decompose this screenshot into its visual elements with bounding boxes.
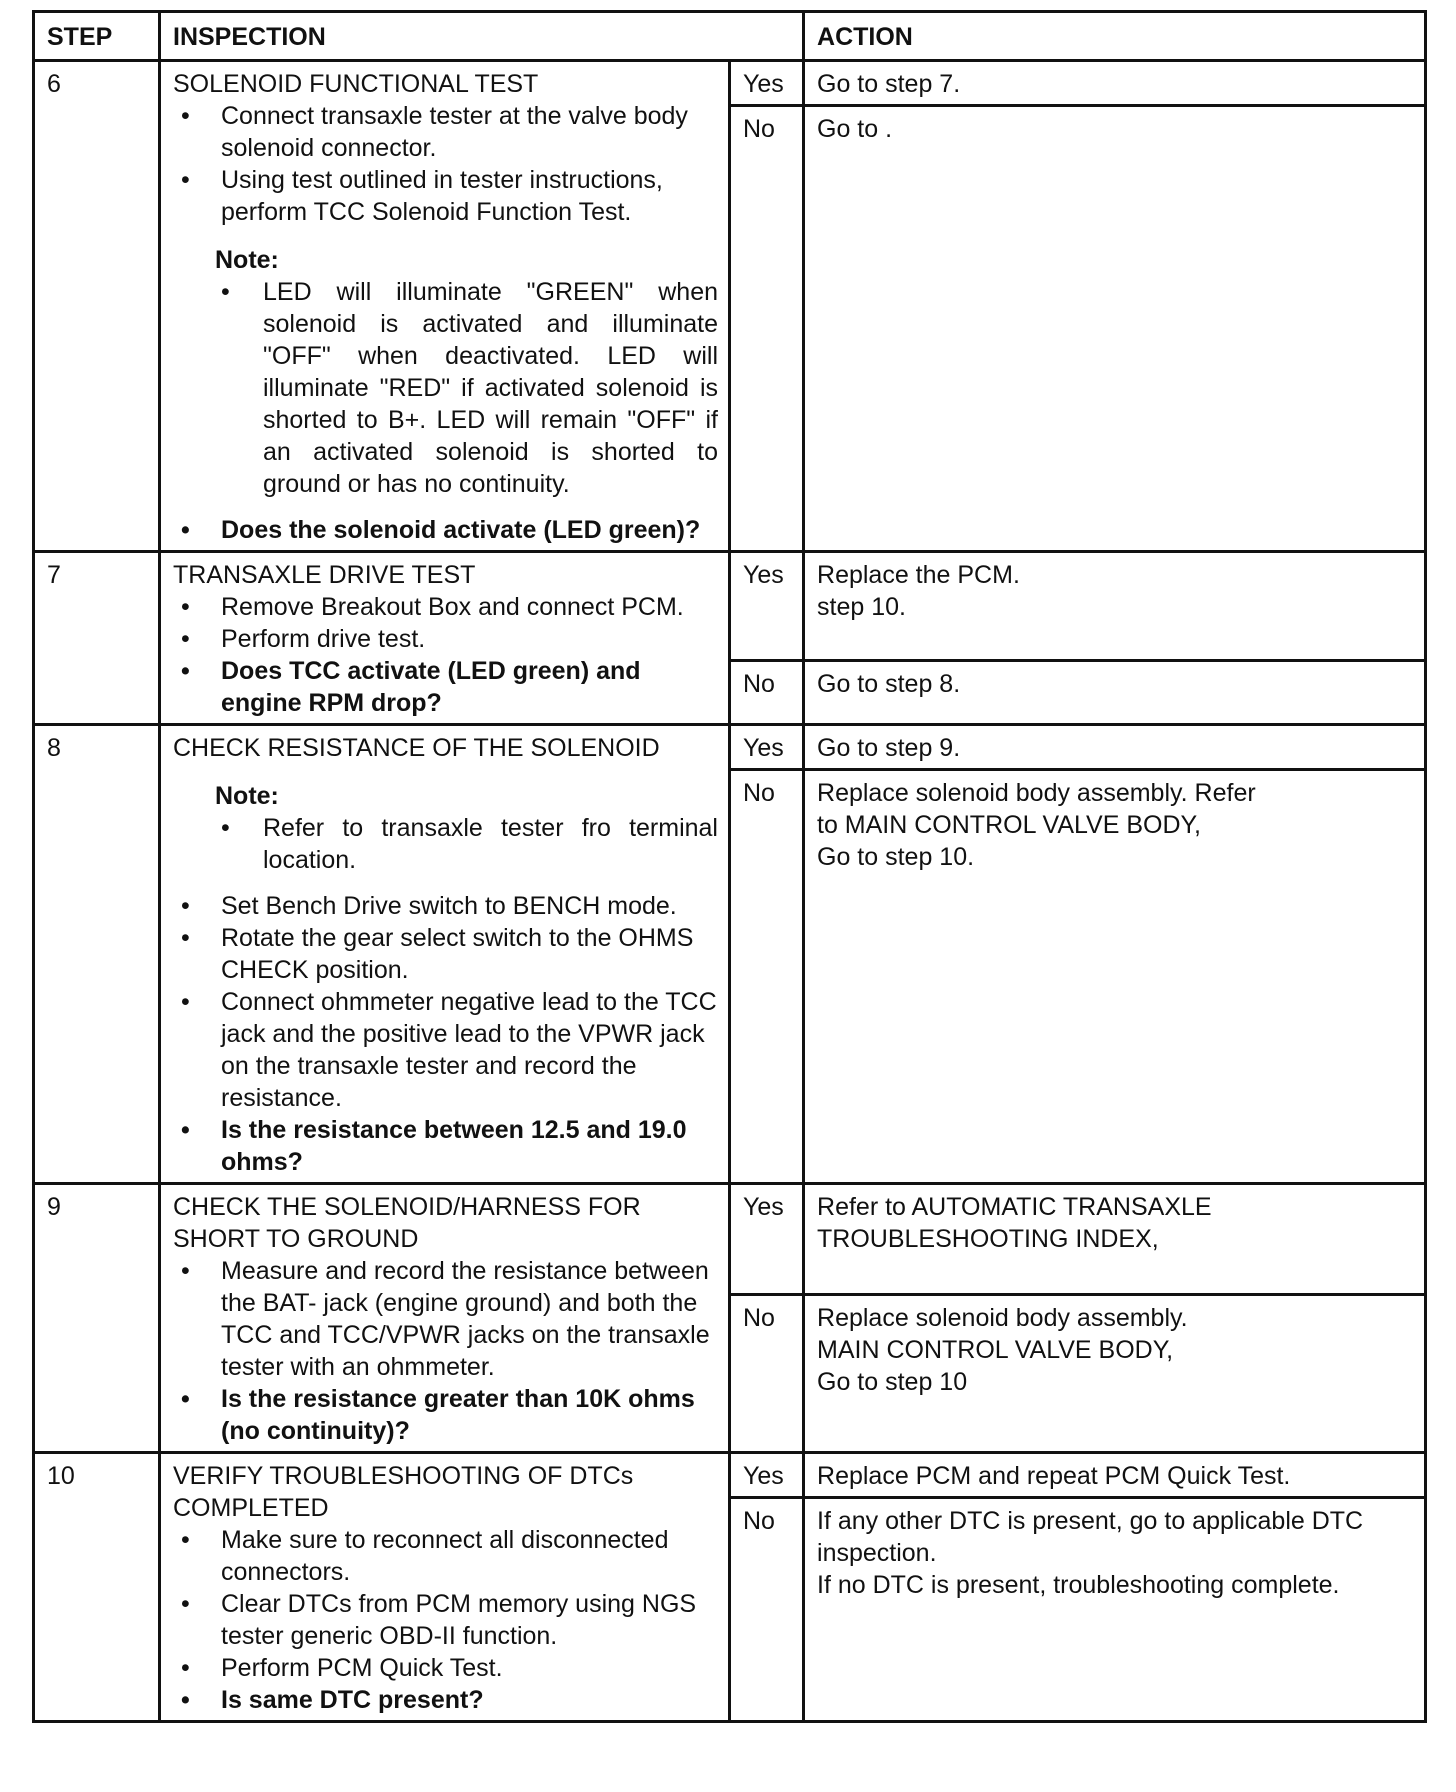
note-bullets bbox=[215, 276, 718, 500]
inspection-bullets bbox=[173, 1524, 718, 1716]
yes-action-cell bbox=[804, 1184, 1426, 1295]
inspection-cell bbox=[160, 1453, 730, 1722]
yes-label: Yes bbox=[730, 725, 804, 770]
action-line: Go to . bbox=[817, 115, 893, 143]
no-label: No bbox=[730, 1498, 804, 1722]
inspection-title: CHECK THE SOLENOID/HARNESS FOR SHORT TO GROUND bbox=[173, 1193, 641, 1253]
bullet-item: • Using test outlined in tester instructions, perform TCC Solenoid Function Test. bbox=[173, 164, 718, 228]
no-action-cell bbox=[804, 106, 1426, 552]
troubleshooting-table bbox=[32, 10, 1427, 1723]
yes-label: Yes bbox=[730, 552, 804, 661]
inspection-title: VERIFY TROUBLESHOOTING OF DTCs COMPLETED bbox=[173, 1462, 634, 1522]
action-line: Replace solenoid body assembly. Refer bbox=[817, 779, 1256, 807]
bullet-item: • Make sure to reconnect all disconnected connectors. bbox=[173, 1524, 718, 1588]
step-number: 8 bbox=[34, 725, 160, 1184]
inspection-bullets bbox=[173, 890, 718, 1178]
note-block bbox=[215, 244, 718, 500]
inspection-title: SOLENOID FUNCTIONAL TEST bbox=[173, 70, 539, 98]
action-line: Go to step 7. bbox=[817, 70, 961, 98]
question-list bbox=[173, 514, 718, 546]
yes-label: Yes bbox=[730, 1184, 804, 1295]
bullet-item: • Measure and record the resistance between the BAT- jack (engine ground) and both the TCC and TCC/VPWR jacks on the transaxle tester with an ohmmeter. bbox=[173, 1255, 718, 1383]
step-number: 7 bbox=[34, 552, 160, 725]
inspection-cell bbox=[160, 1184, 730, 1453]
inspection-bullets bbox=[173, 591, 718, 719]
bullet-item: • Set Bench Drive switch to BENCH mode. bbox=[173, 890, 718, 922]
step-9-yes-row bbox=[34, 1184, 1426, 1295]
troubleshooting-page bbox=[32, 10, 1424, 1723]
inspection-bullets bbox=[173, 100, 718, 228]
note-item: • LED will illuminate "GREEN" when solenoid is activated and illuminate "OFF" when deactivated. LED will illuminate "RED" if activated solenoid is shorted to B+. LED will remain "OFF" if an activated solenoid is shorted to ground or has no continuity. bbox=[215, 276, 718, 500]
action-line: If no DTC is present, troubleshooting complete. bbox=[817, 1571, 1340, 1599]
step-number: 9 bbox=[34, 1184, 160, 1453]
no-action-cell bbox=[804, 770, 1426, 1184]
no-label: No bbox=[730, 770, 804, 1184]
no-label: No bbox=[730, 661, 804, 725]
note-title: Note: bbox=[215, 782, 279, 810]
bullet-item: • Perform PCM Quick Test. bbox=[173, 1652, 718, 1684]
inspection-cell bbox=[160, 552, 730, 725]
step-8-yes-row bbox=[34, 725, 1426, 770]
yes-action-cell bbox=[804, 552, 1426, 661]
step-6-yes-row bbox=[34, 61, 1426, 106]
question-item: • Is the resistance greater than 10K ohms (no continuity)? bbox=[173, 1383, 718, 1447]
note-block bbox=[215, 780, 718, 876]
step-number: 10 bbox=[34, 1453, 160, 1722]
note-item: • Refer to transaxle tester fro terminal location. bbox=[215, 812, 718, 876]
bullet-item: • Clear DTCs from PCM memory using NGS tester generic OBD-II function. bbox=[173, 1588, 718, 1652]
header-action: ACTION bbox=[804, 12, 1426, 61]
bullet-item: • Remove Breakout Box and connect PCM. bbox=[173, 591, 718, 623]
action-line: Replace PCM and repeat PCM Quick Test. bbox=[817, 1462, 1291, 1490]
no-action-cell bbox=[804, 1498, 1426, 1722]
action-line: Go to step 9. bbox=[817, 734, 961, 762]
action-line: Refer to AUTOMATIC TRANSAXLE bbox=[817, 1193, 1212, 1221]
no-label: No bbox=[730, 1295, 804, 1453]
inspection-cell bbox=[160, 725, 730, 1184]
yes-action-cell bbox=[804, 1453, 1426, 1498]
action-line: Go to step 8. bbox=[817, 670, 961, 699]
question-item: • Does TCC activate (LED green) and engine RPM drop? bbox=[173, 655, 718, 719]
action-line: TROUBLESHOOTING INDEX, bbox=[817, 1225, 1159, 1253]
action-line: to MAIN CONTROL VALVE BODY, bbox=[817, 811, 1201, 839]
step-10-yes-row bbox=[34, 1453, 1426, 1498]
action-line: Go to step 10 bbox=[817, 1368, 968, 1397]
note-bullets bbox=[215, 812, 718, 876]
no-action-cell bbox=[804, 661, 1426, 725]
action-line: Replace solenoid body assembly. bbox=[817, 1304, 1188, 1333]
inspection-bullets bbox=[173, 1255, 718, 1447]
step-7-yes-row bbox=[34, 552, 1426, 661]
action-line: MAIN CONTROL VALVE BODY, bbox=[817, 1336, 1174, 1365]
bullet-item: • Perform drive test. bbox=[173, 623, 718, 655]
inspection-title: TRANSAXLE DRIVE TEST bbox=[173, 561, 476, 589]
header-step: STEP bbox=[34, 12, 160, 61]
action-line: step 10. bbox=[817, 593, 906, 621]
yes-label: Yes bbox=[730, 1453, 804, 1498]
yes-action-cell bbox=[804, 725, 1426, 770]
inspection-cell bbox=[160, 61, 730, 552]
question-item: • Does the solenoid activate (LED green)? bbox=[173, 514, 718, 546]
no-action-cell bbox=[804, 1295, 1426, 1453]
yes-action-cell bbox=[804, 61, 1426, 106]
inspection-title: CHECK RESISTANCE OF THE SOLENOID bbox=[173, 734, 660, 762]
question-item: • Is the resistance between 12.5 and 19.0 ohms? bbox=[173, 1114, 718, 1178]
header-inspection: INSPECTION bbox=[160, 12, 804, 61]
bullet-item: • Connect ohmmeter negative lead to the TCC jack and the positive lead to the VPWR jack on the transaxle tester and record the resistance. bbox=[173, 986, 718, 1114]
header-row bbox=[34, 12, 1426, 61]
action-line: Replace the PCM. bbox=[817, 561, 1020, 589]
action-line: If any other DTC is present, go to applicable DTC inspection. bbox=[817, 1507, 1364, 1567]
step-number: 6 bbox=[34, 61, 160, 552]
yes-label: Yes bbox=[730, 61, 804, 106]
action-line: Go to step 10. bbox=[817, 843, 975, 871]
note-title: Note: bbox=[215, 246, 279, 274]
no-label: No bbox=[730, 106, 804, 552]
bullet-item: • Rotate the gear select switch to the OHMS CHECK position. bbox=[173, 922, 718, 986]
question-item: • Is same DTC present? bbox=[173, 1684, 718, 1716]
bullet-item: • Connect transaxle tester at the valve body solenoid connector. bbox=[173, 100, 718, 164]
